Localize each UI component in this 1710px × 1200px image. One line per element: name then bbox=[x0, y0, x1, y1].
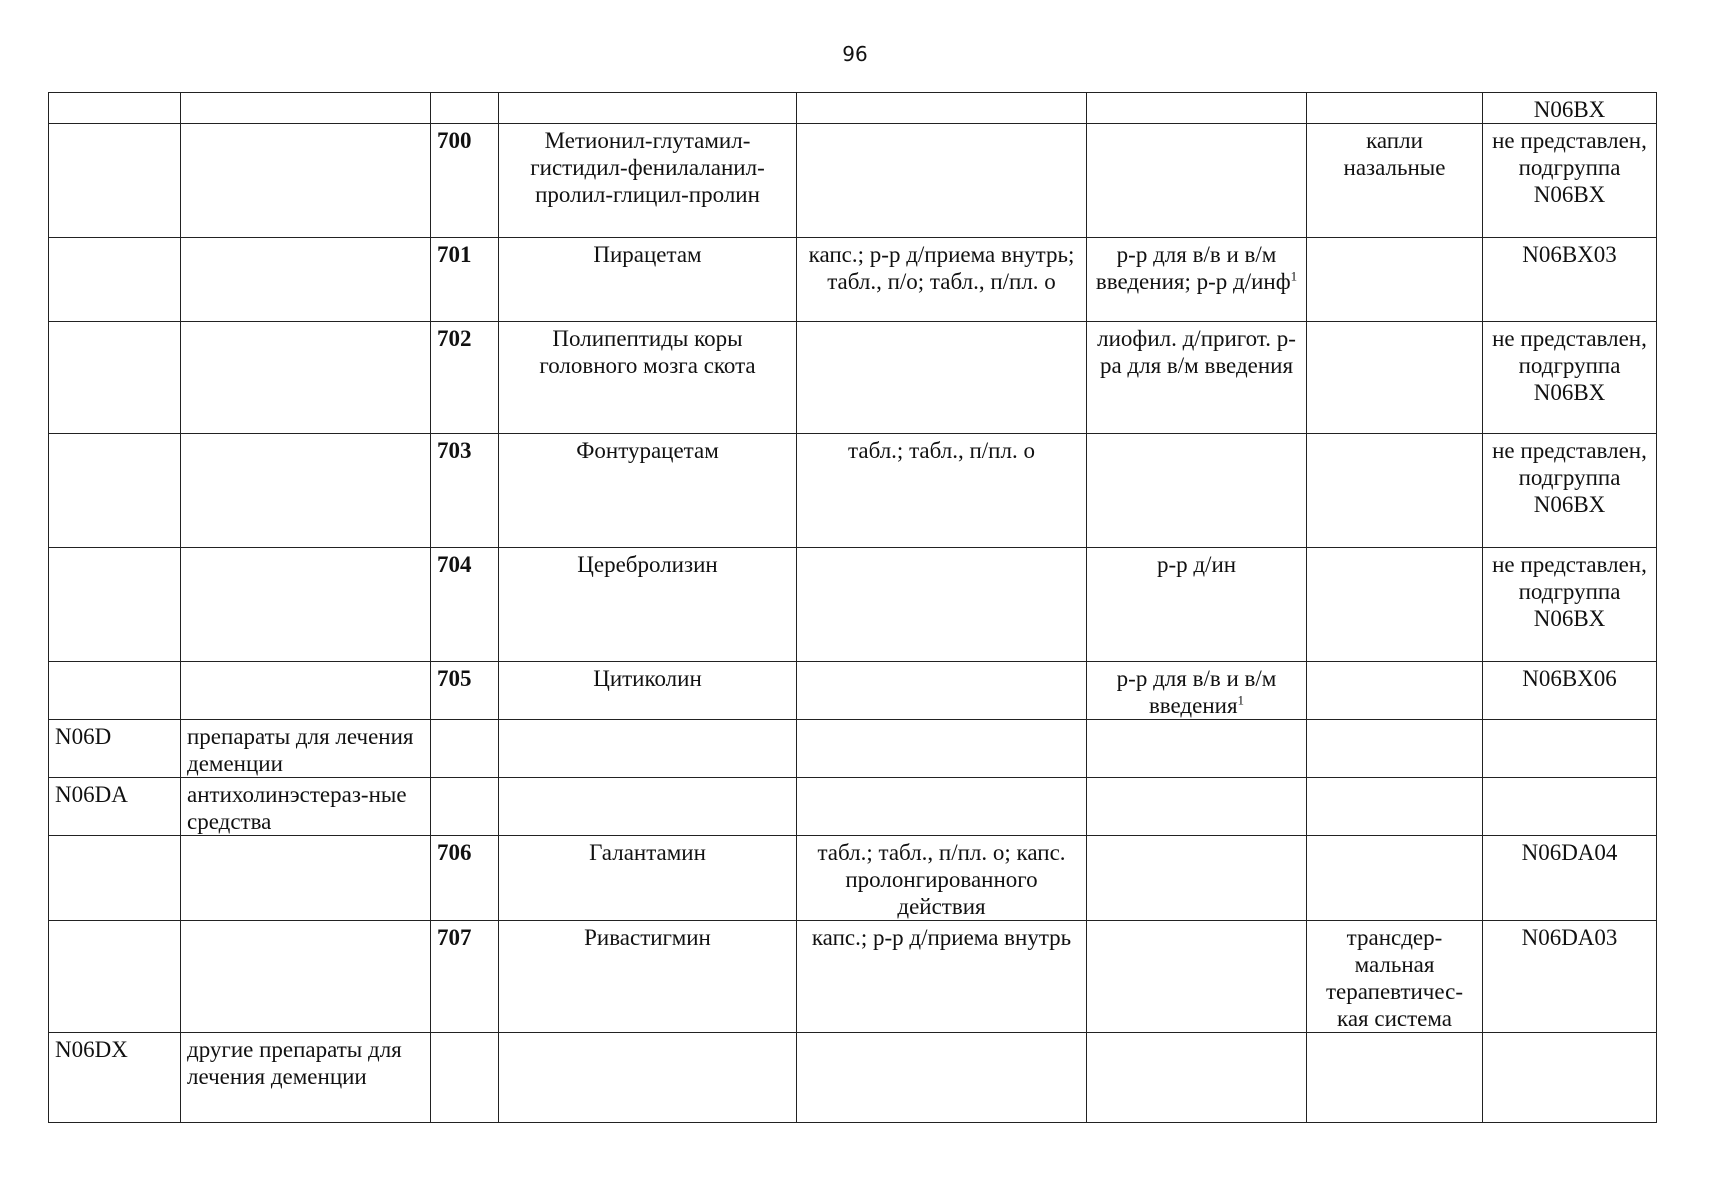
atc-code-text: не представлен, подгруппа N06BX bbox=[1492, 438, 1647, 517]
atc-code-cell bbox=[1483, 921, 1657, 1033]
other-form-cell bbox=[1307, 921, 1483, 1033]
other-form-cell bbox=[1307, 124, 1483, 238]
table-row bbox=[49, 238, 1657, 322]
atc-code-text: N06DA04 bbox=[1521, 840, 1618, 865]
item-number-text: 703 bbox=[437, 438, 472, 463]
atc-code-cell bbox=[1483, 836, 1657, 921]
atc-group-code-cell bbox=[49, 238, 181, 322]
oral-form-cell bbox=[797, 1033, 1087, 1123]
atc-code-text: N06BX bbox=[1533, 97, 1606, 122]
group-name-cell bbox=[181, 662, 431, 720]
atc-code-cell bbox=[1483, 322, 1657, 434]
item-number-cell bbox=[431, 322, 499, 434]
atc-code-cell bbox=[1483, 720, 1657, 778]
page-number: 96 bbox=[842, 42, 868, 66]
injection-form-text: р-р для в/в и в/м введения bbox=[1116, 666, 1277, 718]
other-form-cell bbox=[1307, 548, 1483, 662]
drug-name-cell bbox=[499, 238, 797, 322]
atc-group-code-cell bbox=[49, 93, 181, 124]
group-name-cell bbox=[181, 238, 431, 322]
oral-form-cell bbox=[797, 548, 1087, 662]
drug-name-text: Ривастигмин bbox=[584, 925, 711, 950]
group-name-cell bbox=[181, 778, 431, 836]
group-name-cell bbox=[181, 322, 431, 434]
drug-name-cell bbox=[499, 93, 797, 124]
drug-name-text: Церебролизин bbox=[577, 552, 718, 577]
oral-form-text: капс.; р-р д/приема внутрь bbox=[811, 925, 1072, 950]
atc-code-cell bbox=[1483, 548, 1657, 662]
oral-form-cell bbox=[797, 434, 1087, 548]
other-form-cell bbox=[1307, 322, 1483, 434]
table-row bbox=[49, 662, 1657, 720]
atc-code-text: N06BX06 bbox=[1522, 666, 1617, 691]
group-name-cell bbox=[181, 93, 431, 124]
oral-form-cell bbox=[797, 322, 1087, 434]
item-number-cell bbox=[431, 836, 499, 921]
other-form-cell bbox=[1307, 238, 1483, 322]
item-number-cell bbox=[431, 921, 499, 1033]
item-number-text: 702 bbox=[437, 326, 472, 351]
group-name-cell bbox=[181, 434, 431, 548]
injection-form-cell bbox=[1087, 921, 1307, 1033]
atc-code-cell bbox=[1483, 434, 1657, 548]
drug-name-cell bbox=[499, 548, 797, 662]
drug-name-cell bbox=[499, 434, 797, 548]
drug-name-cell bbox=[499, 124, 797, 238]
atc-group-code-cell bbox=[49, 921, 181, 1033]
group-name-text: препараты для лечения деменции bbox=[187, 724, 414, 776]
drug-name-text: Пирацетам bbox=[593, 242, 702, 267]
atc-code-text: N06DA03 bbox=[1521, 925, 1618, 950]
table-row bbox=[49, 720, 1657, 778]
atc-code-cell bbox=[1483, 778, 1657, 836]
table-row bbox=[49, 548, 1657, 662]
table-row bbox=[49, 1033, 1657, 1123]
injection-form-text: лиофил. д/пригот. р-ра для в/м введения bbox=[1097, 326, 1296, 378]
item-number-text: 700 bbox=[437, 128, 472, 153]
drug-name-text: Метионил-глутамил-гистидил-фенилаланил-пролил-глицил-пролин bbox=[530, 128, 765, 207]
drug-name-text: Цитиколин bbox=[593, 666, 702, 691]
footnote-mark: 1 bbox=[1290, 268, 1298, 284]
injection-form-cell bbox=[1087, 778, 1307, 836]
other-form-cell bbox=[1307, 720, 1483, 778]
injection-form-cell bbox=[1087, 836, 1307, 921]
atc-group-code-cell bbox=[49, 778, 181, 836]
other-form-cell bbox=[1307, 778, 1483, 836]
atc-code-text: не представлен, подгруппа N06BX bbox=[1492, 326, 1647, 405]
injection-form-cell bbox=[1087, 548, 1307, 662]
oral-form-cell bbox=[797, 778, 1087, 836]
oral-form-cell bbox=[797, 921, 1087, 1033]
drug-name-text: Полипептиды коры головного мозга скота bbox=[539, 326, 756, 378]
atc-code-cell bbox=[1483, 662, 1657, 720]
item-number-cell bbox=[431, 778, 499, 836]
drug-name-text: Фонтурацетам bbox=[576, 438, 719, 463]
injection-form-cell bbox=[1087, 662, 1307, 720]
item-number-cell bbox=[431, 720, 499, 778]
table-row bbox=[49, 434, 1657, 548]
injection-form-cell bbox=[1087, 238, 1307, 322]
oral-form-cell bbox=[797, 662, 1087, 720]
atc-group-code-text: N06D bbox=[55, 724, 112, 749]
drug-name-cell bbox=[499, 662, 797, 720]
other-form-cell bbox=[1307, 93, 1483, 124]
atc-group-code-cell bbox=[49, 836, 181, 921]
other-form-cell bbox=[1307, 836, 1483, 921]
item-number-text: 707 bbox=[437, 925, 472, 950]
atc-group-code-cell bbox=[49, 1033, 181, 1123]
injection-form-text: р-р д/ин bbox=[1156, 552, 1237, 577]
oral-form-text: капс.; р-р д/приема внутрь; табл., п/о; табл., п/пл. о bbox=[808, 242, 1075, 294]
atc-group-code-text: N06DA bbox=[55, 782, 128, 807]
group-name-cell bbox=[181, 1033, 431, 1123]
atc-group-code-cell bbox=[49, 124, 181, 238]
table-row bbox=[49, 921, 1657, 1033]
table-row bbox=[49, 124, 1657, 238]
injection-form-text: р-р для в/в и в/м введения; р-р д/инф bbox=[1095, 242, 1291, 294]
atc-group-code-cell bbox=[49, 720, 181, 778]
atc-group-code-cell bbox=[49, 662, 181, 720]
oral-form-cell bbox=[797, 720, 1087, 778]
atc-code-cell bbox=[1483, 124, 1657, 238]
atc-code-text: не представлен, подгруппа N06BX bbox=[1492, 128, 1647, 207]
injection-form-cell bbox=[1087, 124, 1307, 238]
other-form-cell bbox=[1307, 434, 1483, 548]
atc-code-text: N06BX03 bbox=[1522, 242, 1617, 267]
item-number-cell bbox=[431, 548, 499, 662]
drug-name-cell bbox=[499, 921, 797, 1033]
item-number-text: 706 bbox=[437, 840, 472, 865]
item-number-cell bbox=[431, 93, 499, 124]
group-name-cell bbox=[181, 836, 431, 921]
injection-form-cell bbox=[1087, 434, 1307, 548]
atc-code-cell bbox=[1483, 1033, 1657, 1123]
atc-code-cell bbox=[1483, 238, 1657, 322]
injection-form-cell bbox=[1087, 93, 1307, 124]
item-number-cell bbox=[431, 662, 499, 720]
drug-name-cell bbox=[499, 836, 797, 921]
group-name-cell bbox=[181, 921, 431, 1033]
other-form-cell bbox=[1307, 1033, 1483, 1123]
oral-form-cell bbox=[797, 836, 1087, 921]
drug-name-text: Галантамин bbox=[589, 840, 706, 865]
other-form-text: капли назальные bbox=[1343, 128, 1446, 180]
atc-group-code-text: N06DX bbox=[55, 1037, 128, 1062]
item-number-text: 704 bbox=[437, 552, 472, 577]
atc-code-cell bbox=[1483, 93, 1657, 124]
item-number-cell bbox=[431, 1033, 499, 1123]
item-number-text: 701 bbox=[437, 242, 472, 267]
injection-form-cell bbox=[1087, 1033, 1307, 1123]
table-row bbox=[49, 93, 1657, 124]
item-number-cell bbox=[431, 124, 499, 238]
table-row bbox=[49, 322, 1657, 434]
other-form-cell bbox=[1307, 662, 1483, 720]
oral-form-text: табл.; табл., п/пл. о bbox=[848, 438, 1035, 463]
item-number-cell bbox=[431, 238, 499, 322]
group-name-cell bbox=[181, 548, 431, 662]
group-name-cell bbox=[181, 124, 431, 238]
group-name-text: антихолинэстераз-ные средства bbox=[187, 782, 407, 834]
group-name-cell bbox=[181, 720, 431, 778]
other-form-text: трансдер-мальная терапевтичес-кая система bbox=[1325, 925, 1464, 1031]
injection-form-cell bbox=[1087, 322, 1307, 434]
footnote-mark: 1 bbox=[1237, 692, 1245, 708]
oral-form-cell bbox=[797, 124, 1087, 238]
injection-form-cell bbox=[1087, 720, 1307, 778]
table-row bbox=[49, 836, 1657, 921]
table-row bbox=[49, 778, 1657, 836]
oral-form-cell bbox=[797, 93, 1087, 124]
drug-name-cell bbox=[499, 720, 797, 778]
drug-name-cell bbox=[499, 1033, 797, 1123]
atc-group-code-cell bbox=[49, 322, 181, 434]
drug-name-cell bbox=[499, 322, 797, 434]
item-number-text: 705 bbox=[437, 666, 472, 691]
atc-code-text: не представлен, подгруппа N06BX bbox=[1492, 552, 1647, 631]
group-name-text: другие препараты для лечения деменции bbox=[187, 1037, 402, 1089]
oral-form-text: табл.; табл., п/пл. о; капс. пролонгированного действия bbox=[817, 840, 1066, 919]
drug-list-table bbox=[48, 92, 1657, 1123]
drug-name-cell bbox=[499, 778, 797, 836]
oral-form-cell bbox=[797, 238, 1087, 322]
item-number-cell bbox=[431, 434, 499, 548]
atc-group-code-cell bbox=[49, 434, 181, 548]
atc-group-code-cell bbox=[49, 548, 181, 662]
